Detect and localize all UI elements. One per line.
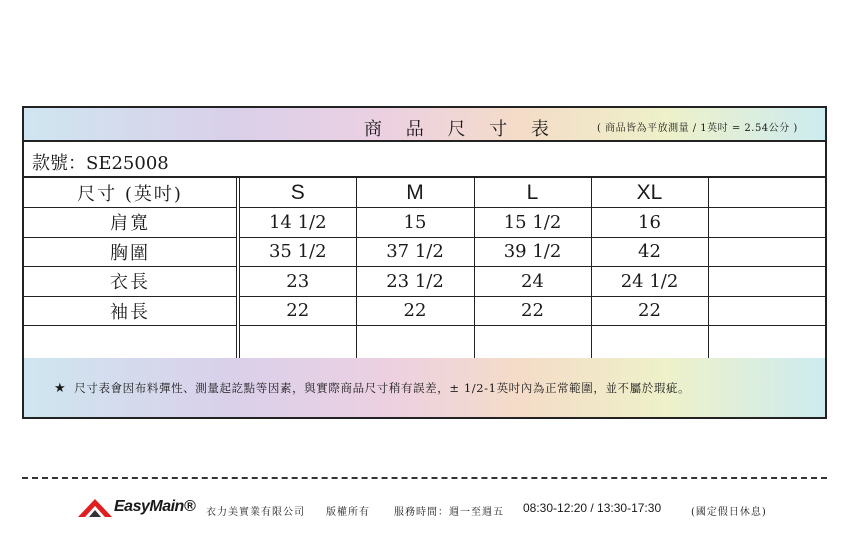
footer-divider <box>22 477 827 479</box>
size-table <box>24 178 825 360</box>
table-cell-empty <box>356 326 474 359</box>
service-hours-label: 服務時間：週一至週五 <box>394 507 504 518</box>
table-cell-empty <box>238 326 356 359</box>
table-cell: 23 <box>238 267 356 297</box>
holiday-note: (國定假日休息) <box>691 507 767 518</box>
size-header-label: 尺寸 (英吋) <box>24 178 238 208</box>
service-hours: 08:30-12:20 / 13:30-17:30 <box>523 501 662 515</box>
table-cell: 16 <box>591 208 708 238</box>
row-label: 胸圍 <box>24 237 238 267</box>
size-header-extra <box>708 178 825 208</box>
star-icon: ★ <box>54 381 67 396</box>
table-cell <box>708 237 825 267</box>
row-label: 袖長 <box>24 296 238 326</box>
style-number-row <box>24 142 825 178</box>
size-header-s: S <box>238 178 356 208</box>
table-cell-empty <box>24 326 238 359</box>
table-cell: 14 1/2 <box>238 208 356 238</box>
size-chart <box>22 106 827 419</box>
size-header-m: M <box>356 178 474 208</box>
table-row <box>24 296 825 326</box>
table-cell <box>708 267 825 297</box>
row-label: 肩寬 <box>24 208 238 238</box>
table-cell: 15 <box>356 208 474 238</box>
table-cell: 37 1/2 <box>356 237 474 267</box>
table-cell: 24 <box>474 267 591 297</box>
footnote <box>54 380 690 396</box>
table-row <box>24 237 825 267</box>
table-cell: 24 1/2 <box>591 267 708 297</box>
table-cell: 23 1/2 <box>356 267 474 297</box>
table-cell: 35 1/2 <box>238 237 356 267</box>
footer <box>78 495 827 521</box>
table-cell: 22 <box>474 296 591 326</box>
mountain-logo-icon <box>78 497 112 517</box>
table-cell-empty <box>591 326 708 359</box>
table-cell-empty <box>708 326 825 359</box>
company-name: 衣力美實業有限公司 <box>206 507 305 518</box>
table-cell: 22 <box>356 296 474 326</box>
size-header-xl: XL <box>591 178 708 208</box>
title-bar <box>24 108 825 142</box>
copyright-text: 版權所有 <box>326 507 370 518</box>
table-cell-empty <box>474 326 591 359</box>
style-number: 款號：SE25008 <box>32 153 169 174</box>
table-cell <box>708 208 825 238</box>
table-row-empty <box>24 326 825 359</box>
table-cell <box>708 296 825 326</box>
table-cell: 22 <box>238 296 356 326</box>
size-header-l: L <box>474 178 591 208</box>
table-cell: 15 1/2 <box>474 208 591 238</box>
table-row <box>24 267 825 297</box>
chart-title: 商 品 尺 寸 表 <box>364 119 558 140</box>
table-cell: 22 <box>591 296 708 326</box>
size-header-row <box>24 178 825 208</box>
table-cell: 39 1/2 <box>474 237 591 267</box>
table-cell: 42 <box>591 237 708 267</box>
measurement-note: ( 商品皆為平放測量 / 1英吋 = 2.54公分 ) <box>597 123 798 134</box>
footnote-text: 尺寸表會因布料彈性、測量起訖點等因素，與實際商品尺寸稍有誤差，± 1/2-1英吋內為正常範圍，並不屬於瑕疵。 <box>74 381 691 395</box>
brand-logo: EasyMain® <box>114 498 196 515</box>
footnote-bar <box>24 358 825 417</box>
row-label: 衣長 <box>24 267 238 297</box>
table-row <box>24 208 825 238</box>
